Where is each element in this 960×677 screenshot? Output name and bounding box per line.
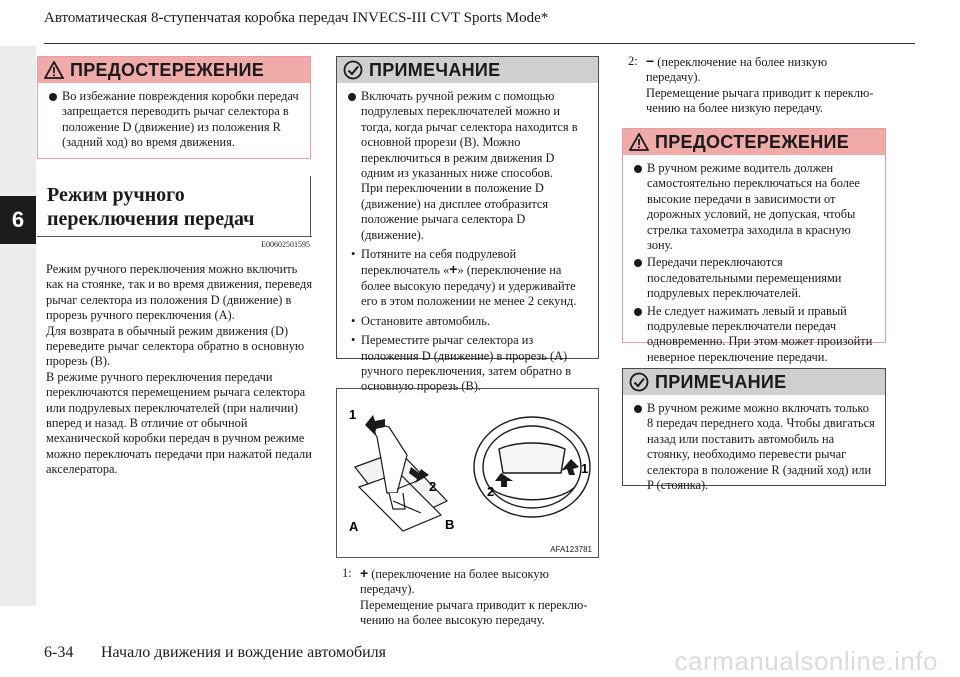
minus-symbol: − xyxy=(646,53,655,69)
section-title-line-1: Режим ручного xyxy=(47,184,185,206)
check-circle-icon xyxy=(629,372,649,392)
section-rule xyxy=(37,236,312,237)
label-1-left: 1 xyxy=(349,407,357,422)
note-text: Включать ручной режим с помощью подрулевых переключателей можно и тогда, когда рычаг селектора находится в основной прорези (B). Можно переключиться в режим движения D одним из указанных ниже способов. xyxy=(361,89,578,181)
header-rule xyxy=(44,43,915,44)
section-title-line-2: переключения передач xyxy=(47,208,255,230)
figure-code: AFA123781 xyxy=(550,545,592,554)
warning-item: Не следует нажимать левый и правый подрулевые переключатели передач одновременно. При этом может произойти неверное переключение передачи. xyxy=(633,304,877,366)
warning-header xyxy=(38,57,310,83)
footer-chapter-title: Начало движения и вождение автомобиля xyxy=(101,644,387,661)
item-line: Перемещение рычага приводит к переклю- xyxy=(646,85,874,100)
label-2-left: 2 xyxy=(429,479,437,494)
item-line: передачу). xyxy=(646,70,701,85)
note-title: ПРИМЕЧАНИЕ xyxy=(369,59,501,80)
shift-illustration xyxy=(337,389,598,557)
numbered-item-2 xyxy=(628,54,898,116)
section-heading xyxy=(37,176,311,236)
item-line: чению на более высокую передачу. xyxy=(360,613,545,628)
note-subitem: • Остановите автомобиль. xyxy=(347,314,590,329)
plus-symbol: + xyxy=(360,565,369,581)
note-subitem-text: » (переключение на более высокую передачу) и удерживайте его в этом положении не менее 2 секунд. xyxy=(361,263,577,309)
label-1-right: 1 xyxy=(581,461,589,476)
item-text xyxy=(646,54,873,117)
note-subitem: • Переместите рычаг селектора из положения D (движение) в прорезь (A) ручного переключения, затем обратно в основную прорезь (B). xyxy=(347,333,590,395)
label-2-right: 2 xyxy=(487,484,495,499)
gear-selector-figure xyxy=(336,388,599,558)
section-body xyxy=(46,262,314,478)
warning-item: Передачи переключаются последовательными перемещениями подрулевых переключателей. xyxy=(633,255,877,301)
warning-triangle-icon xyxy=(629,133,649,151)
note-title: ПРИМЕЧАНИЕ xyxy=(655,371,787,392)
body-paragraph: В режиме ручного переключения передачи переключаются перемещением рычага селектора или подрулевых переключателей (при наличии) вперед и назад. В отличие от обычной механической коробки передач в ручном режиме можно переключать передачи при нажатой педали акселератора. xyxy=(46,369,312,477)
note-header xyxy=(623,369,885,395)
warning-box-2 xyxy=(622,128,886,364)
item-line: (переключение на более низкую xyxy=(657,55,828,69)
item-number: 2: xyxy=(628,54,638,68)
note-subitem xyxy=(347,247,590,310)
chapter-side-strip xyxy=(0,46,36,606)
note-item xyxy=(347,89,590,243)
running-header: Автоматическая 8-ступенчатая коробка передач INVECS-III CVT Sports Mode* xyxy=(44,10,549,26)
item-line: чению на более низкую передачу. xyxy=(646,101,823,116)
note-header xyxy=(337,57,598,83)
chapter-tab: 6 xyxy=(0,196,36,244)
label-b: B xyxy=(445,517,455,532)
note-item: В ручном режиме можно включать только 8 передач переднего хода. Чтобы двигаться назад или поставить автомобиль на стоянку, необходимо перевести рычаг селектора в положение R (задний ход) или P (стоянка). xyxy=(633,401,877,493)
item-text xyxy=(360,566,587,629)
warning-header xyxy=(623,129,885,155)
note-text: При переключении в положение D (движение) на дисплее отобразится положение рычага селектора D (движение). xyxy=(361,181,549,242)
page-number: 6-34 xyxy=(44,644,74,661)
numbered-item-1 xyxy=(342,566,602,628)
body-paragraph: Режим ручного переключения можно включить как на стоянке, так и во время движения, переведя рычаг селектора из положения D (движение) в прорезь ручного переключения (A). xyxy=(46,262,313,323)
plus-symbol: + xyxy=(449,261,458,278)
note-box-2 xyxy=(622,368,886,493)
item-line: Перемещение рычага приводит к переклю- xyxy=(360,597,588,612)
section-code: E00602501595 xyxy=(261,240,310,249)
item-number: 1: xyxy=(342,566,352,580)
label-a: A xyxy=(349,519,359,534)
body-paragraph: Для возврата в обычный режим движения (D) переведите рычаг селектора обратно в основную прорезь (B). xyxy=(46,323,305,369)
note-subitem-text: Потяните на себя подрулевой переключатель « xyxy=(361,247,517,278)
warning-box-1 xyxy=(37,56,311,159)
warning-title: ПРЕДОСТЕРЕЖЕНИЕ xyxy=(655,131,850,152)
item-line: передачу). xyxy=(360,582,415,597)
item-line: (переключение на более высокую xyxy=(371,567,549,581)
check-circle-icon xyxy=(343,60,363,80)
warning-item: В ручном режиме водитель должен самостоятельно переключаться на более высокие передачи в зависимости от дорожных условий, не допуская, чтобы стрелка тахометра заходила в красную зону. xyxy=(633,161,877,253)
note-box-1 xyxy=(336,56,599,394)
warning-triangle-icon xyxy=(44,61,64,79)
watermark: carmanualsonline.info xyxy=(674,646,938,676)
warning-title: ПРЕДОСТЕРЕЖЕНИЕ xyxy=(70,59,265,80)
warning-item: Во избежание повреждения коробки передач запрещается переводить рычаг селектора в положение D (движение) из положения R (задний ход) во время движения. xyxy=(48,89,302,151)
